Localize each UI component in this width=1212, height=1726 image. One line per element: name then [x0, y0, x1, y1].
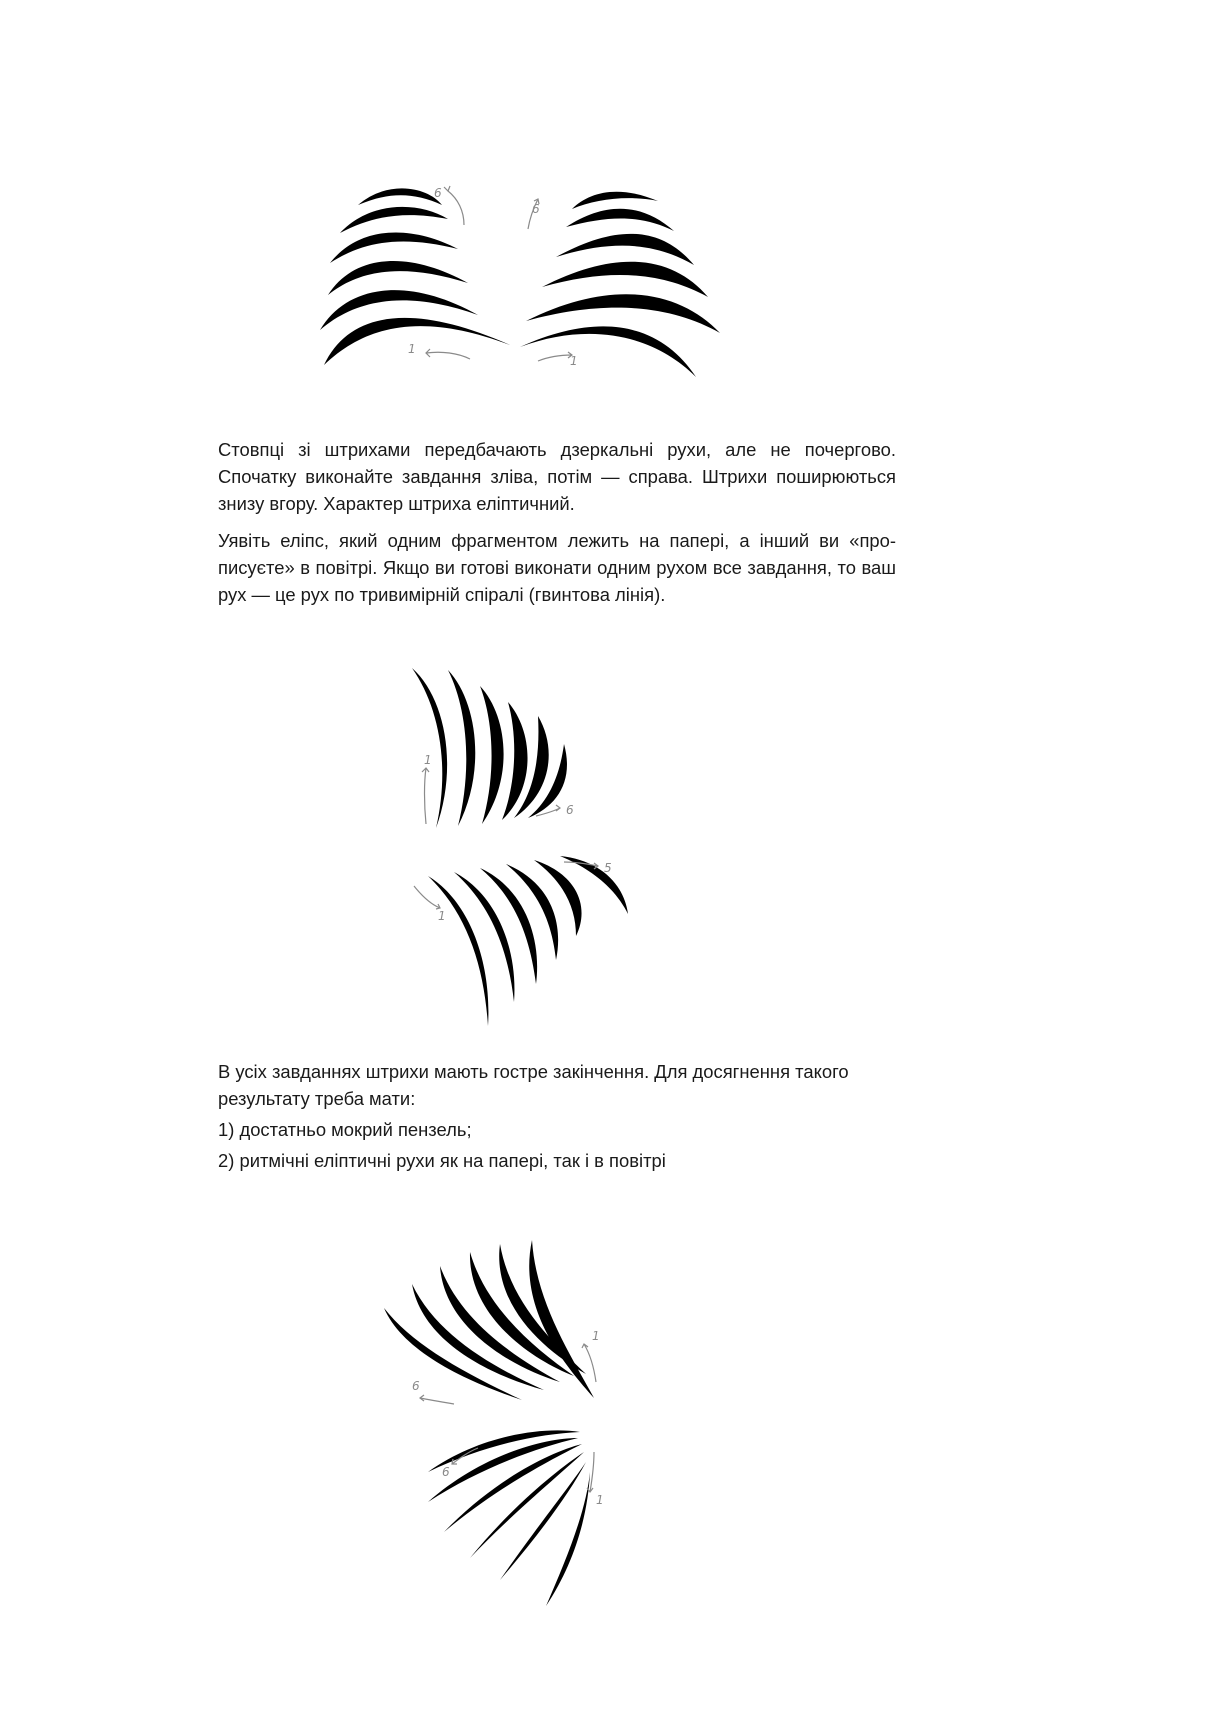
brush-stroke: [324, 318, 510, 365]
brush-stroke: [572, 192, 658, 209]
horizontal-stroke-fan: [428, 856, 628, 1026]
paragraph-sharp-ends: В усіх завданнях штрихи мають гостре закінчення. Для досягнення такого результату треба мати:: [218, 1061, 849, 1109]
stroke-end-label: 6: [412, 1379, 420, 1393]
stroke-start-label: 1: [424, 753, 432, 767]
mirrored-columns-svg: [320, 185, 740, 385]
stroke-start-label: 1: [408, 342, 416, 356]
brush-stroke: [546, 1472, 590, 1606]
stroke-start-label: 1: [570, 354, 578, 368]
text-block-columns: [218, 436, 896, 618]
arrow-head: [556, 805, 560, 811]
brush-stroke: [526, 294, 720, 333]
stroke-end-label: 6: [566, 803, 574, 817]
stroke-fans-svg: [410, 668, 640, 1028]
upper-stroke-fan: [384, 1240, 594, 1400]
stroke-start-label: 1: [596, 1493, 604, 1507]
arrow-line: [448, 191, 464, 225]
lower-stroke-fan: [428, 1430, 590, 1606]
brush-stroke: [542, 262, 708, 297]
arrow-line: [420, 1398, 454, 1404]
brush-stroke: [566, 209, 674, 231]
brush-stroke: [358, 188, 442, 205]
brush-stroke: [428, 1438, 578, 1502]
right-stroke-column: [520, 192, 720, 377]
left-stroke-column: [320, 188, 510, 365]
paragraph-columns: Стовпці зі штрихами передбачають дзеркальні рухи, але не почергово. Спочатку виконайте завдання зліва, потім — справа. Штрихи поширюються знизу вгору. Характер штриха еліптичний.: [218, 439, 896, 514]
list-item-wet-brush: 1) достатньо мокрий пензель;: [218, 1119, 472, 1140]
stroke-end-label: 6: [532, 202, 540, 216]
brush-stroke: [556, 234, 694, 265]
vertical-stroke-fan: [412, 668, 567, 828]
text-block-tips: [218, 1058, 896, 1178]
arrow-head: [444, 186, 450, 191]
stroke-end-label: 6: [434, 186, 442, 200]
diagonal-fans-svg: [382, 1240, 642, 1610]
brush-stroke: [328, 261, 468, 295]
arrow-line: [538, 355, 572, 361]
paragraph-ellipse: Уявіть еліпс, який одним фрагментом лежить на папері, а інший ви «прописуєте» в повітрі. Якщо ви готові виконати одним рухом все завдання, то ваш рух — це рух по тривимірній спіралі (гвинтова лінія).: [218, 530, 896, 605]
brush-stroke: [330, 232, 458, 263]
figure-stroke-fans: [410, 668, 640, 1028]
arrow-line: [590, 1452, 594, 1492]
figure-diagonal-fans: [382, 1240, 642, 1610]
brush-stroke: [448, 670, 475, 826]
figure-mirrored-columns: [320, 185, 740, 385]
list-item-rhythmic-motion: 2) ритмічні еліптичні рухи як на папері, так і в повітрі: [218, 1150, 666, 1171]
arrow-line: [414, 886, 440, 908]
brush-stroke: [412, 668, 447, 828]
stroke-end-label: 5: [604, 861, 612, 875]
brush-stroke: [340, 207, 448, 233]
arrow-line: [425, 768, 427, 824]
brush-stroke: [520, 326, 696, 377]
stroke-start-label: 1: [438, 909, 446, 923]
arrow-line: [426, 352, 470, 359]
brush-stroke: [502, 702, 528, 820]
stroke-end-label: 6: [442, 1465, 450, 1479]
arrow-line: [584, 1344, 596, 1382]
stroke-start-label: 1: [592, 1329, 600, 1343]
brush-stroke: [428, 1430, 580, 1472]
brush-stroke: [480, 686, 504, 824]
